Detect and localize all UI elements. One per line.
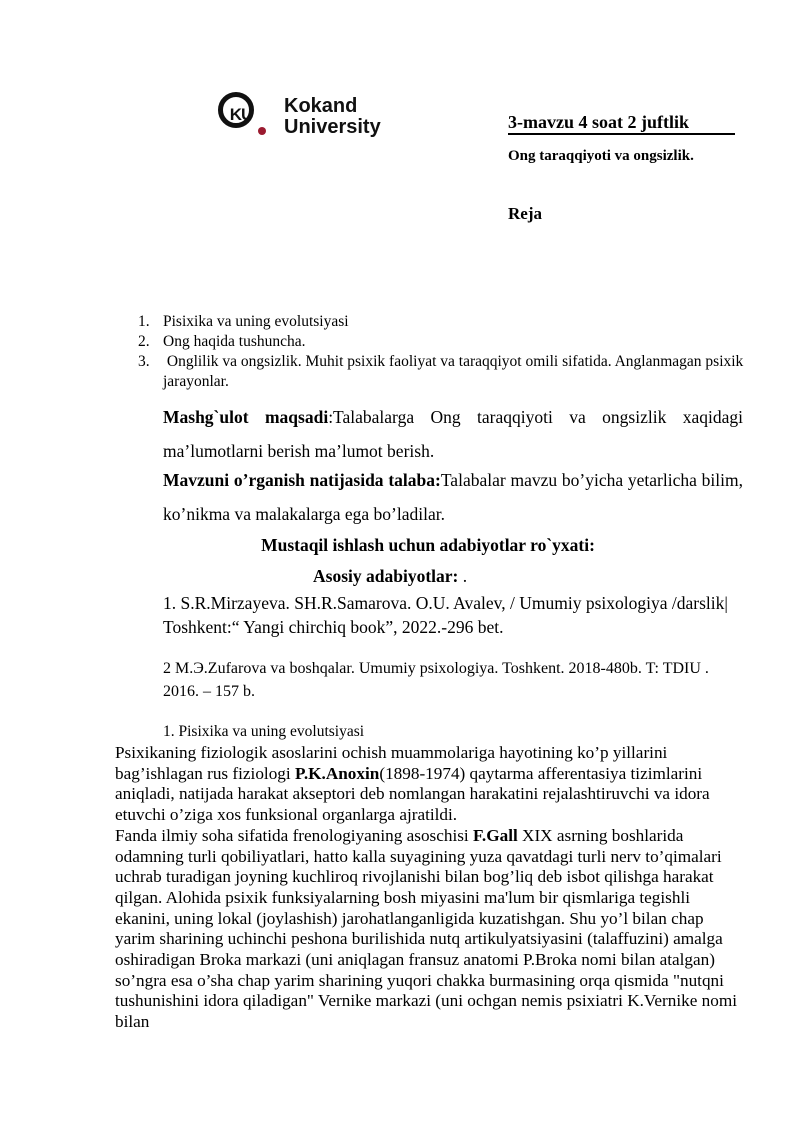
plan-item-text: Pisixika va uning evolutsiyasi xyxy=(163,313,349,330)
lesson-goal-label: Mashg`ulot maqsadi xyxy=(163,407,329,427)
main-literature-heading xyxy=(313,566,467,587)
lesson-goal xyxy=(163,400,743,468)
plan-item-number: 3. xyxy=(138,353,150,370)
plan-heading: Reja xyxy=(508,204,542,223)
plan-item-text: Onglilik va ongsizlik. Muhit psixik faoliyat va taraqqiyot omili sifatida. Anglanmagan psixik jarayonlar. xyxy=(163,353,748,390)
person-name: P.K.Anoxin xyxy=(294,763,380,783)
body-text: XIX asrning boshlarida odamning turli qobiliyatlari, hatto kalla suyagining yuza qavatdagi turli nerv to’qimalari uchrab turadigan joyning kuchliroq rivojlanishi bilan bog’liq deb isbot qilishga harakat qilgan. Alohida psixik funksiyalarning bosh miyasini ma'lum bir qismlariga tegishli ekanini, uning lokal (joylashish) jarohatlanganligida kuzatishgan. Shu yo’l bilan chap yarim sharining uchinchi peshona burilishida nutq artikulyatsiyasini (talaffuzini) amalga oshiradigan Broka markazi (uni aniqlagan fransuz anatomi P.Broka nomi bilan atalgan) so’ngra esa o’sha chap yarim sharining yuqori chakka burmasining orqa qismida "nutqni tushunishini idora qiladigan" Vernike markazi (uni ochgan nemis psixiatri K.Vernike nomi bilan xyxy=(115,825,737,1032)
learning-outcome-text: Talabalar mavzu bo’yicha yetarlicha bilim, ko’nikma va malakalarga ega bo’ladilar. xyxy=(163,470,743,524)
body-text: (1898-1974) qaytarma afferentasiya tizimlarini aniqladi, natijada harakat akseptori deb nomlangan harakatini rejalashtiruvchi va idora etuvchi o’ziga xos funksional organlarga ajratildi. xyxy=(115,763,710,825)
logo-name-line1: Kokand xyxy=(284,95,358,117)
learning-outcome xyxy=(163,463,743,531)
logo-wordmark xyxy=(284,96,381,138)
main-literature-label: Asosiy adabiyotlar: xyxy=(313,566,459,586)
logo-name-line2: University xyxy=(284,116,381,138)
section-heading: 1. Pisixika va uning evolutsiyasi xyxy=(163,723,365,740)
logo-dot-icon xyxy=(258,127,266,135)
plan-item-text: Ong haqida tushuncha. xyxy=(163,333,306,350)
topic-title: 3-mavzu 4 soat 2 juftlik xyxy=(508,112,689,132)
logo-mark: KU xyxy=(229,105,253,124)
lesson-goal-text: :Talabalarga Ong taraqqiyoti va ongsizlik xaqidagi ma’lumotlarni berish ma’lumot berish. xyxy=(163,407,743,461)
topic-underline xyxy=(508,133,735,135)
body-paragraph xyxy=(115,826,745,1033)
plan-item-number: 1. xyxy=(138,313,150,330)
reference-item: 2 M.Э.Zufarova va boshqalar. Umumiy psixologiya. Toshkent. 2018-480b. T: TDIU . 2016. – 157 b. xyxy=(163,660,709,700)
topic-subtitle: Ong taraqqiyoti va ongsizlik. xyxy=(508,148,694,164)
plan-item xyxy=(138,332,748,352)
body-text: Psixikaning fiziologik asoslarini ochish muammolariga hayotining ko’p yillarini bag’ishlagan rus fiziologi xyxy=(115,743,668,783)
main-literature-suffix: . xyxy=(458,566,468,586)
plan-list xyxy=(138,312,748,392)
plan-item xyxy=(138,352,748,392)
literature-title: Mustaqil ishlash uchun adabiyotlar ro`yxati: xyxy=(261,535,595,555)
learning-outcome-label: Mavzuni o’rganish natijasida talaba: xyxy=(163,470,441,490)
body-paragraph xyxy=(115,743,745,826)
reference-item: 1. S.R.Mirzayeva. SH.R.Samarova. O.U. Avalev, / Umumiy psixologiya /darslik| Toshkent:“ Yangi chirchiq book”, 2022.-296 bet. xyxy=(163,593,728,637)
plan-item-number: 2. xyxy=(138,333,150,350)
body-text: Fanda ilmiy soha sifatida frenologiyaning asoschisi xyxy=(115,825,474,845)
person-name: F.Gall xyxy=(473,825,518,845)
section-body xyxy=(115,743,745,1033)
plan-item xyxy=(138,312,748,332)
